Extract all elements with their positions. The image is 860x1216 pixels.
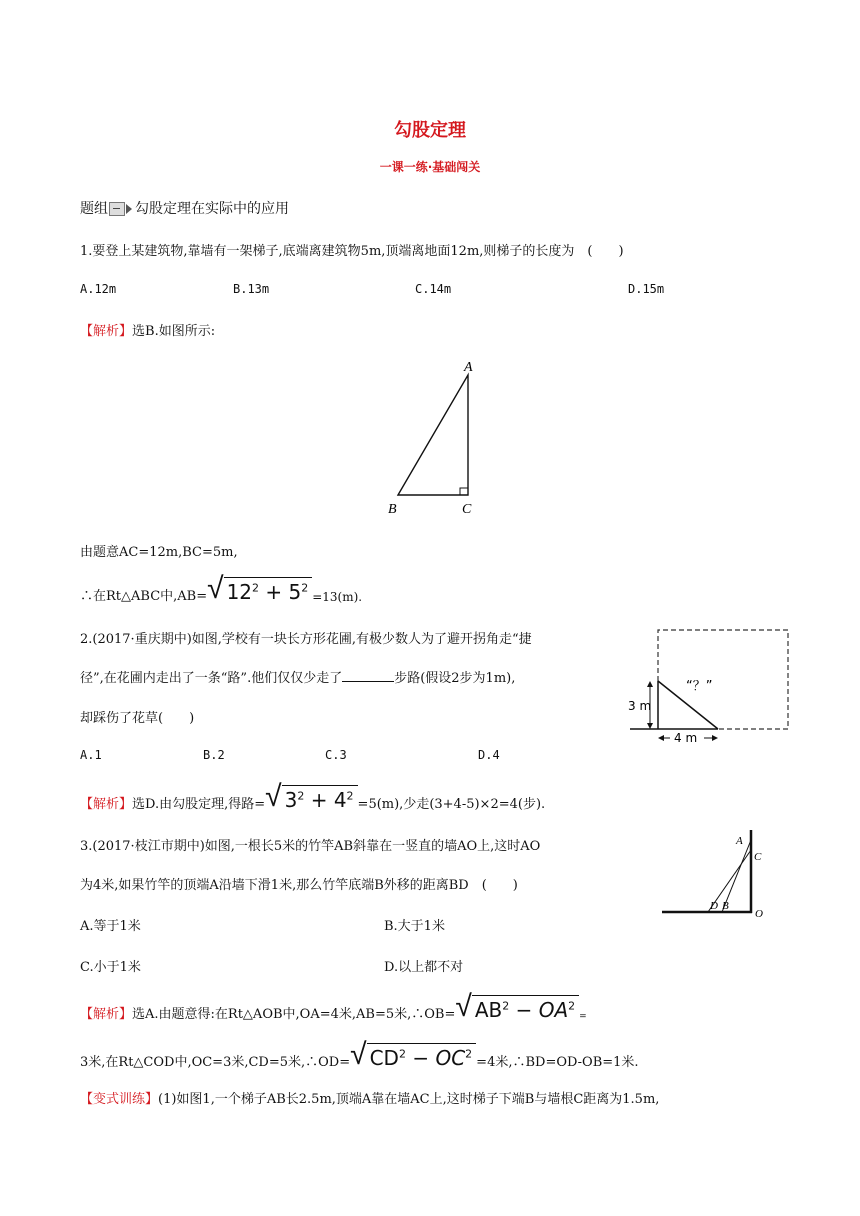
q1-line2-pre: ∴在Rt△ABC中,AB= bbox=[80, 589, 208, 604]
q3-option-a: A.等于1米 bbox=[80, 919, 141, 934]
q1-option-d: D.15m bbox=[628, 282, 665, 296]
label-b: B bbox=[388, 502, 397, 517]
group-prefix: 题组 bbox=[80, 201, 108, 217]
sqrt-expression bbox=[207, 571, 312, 606]
q2-line3: 却踩伤了花草( ) bbox=[80, 711, 195, 726]
group-label: 勾股定理在实际中的应用 bbox=[135, 201, 289, 217]
q3-analysis-line2 bbox=[80, 1032, 639, 1070]
q1-stem: 1.要登上某建筑物,靠墙有一架梯子,底端离建筑物5m,顶端离地面12m,则梯子的长度为 ( ) bbox=[80, 244, 624, 259]
label-d: D bbox=[710, 900, 718, 912]
q1-analysis-tag: 【解析】 bbox=[80, 324, 133, 339]
label-c: C bbox=[754, 851, 762, 863]
q2-option-d: D.4 bbox=[478, 748, 500, 762]
q2-garden-figure bbox=[626, 628, 796, 746]
q1-option-c: C.14m bbox=[415, 282, 452, 296]
q2-option-c: C.3 bbox=[325, 748, 347, 762]
q3-option-d: D.以上都不对 bbox=[384, 960, 464, 975]
q3-analysis1-pre: 选A.由题意得:在Rt△AOB中,OA=4米,AB=5米,∴OB= bbox=[132, 1007, 456, 1022]
label-a: A bbox=[464, 360, 473, 375]
play-arrow-icon bbox=[126, 204, 132, 214]
q2-option-a: A.1 bbox=[80, 748, 102, 762]
q2-line2-pre: 径”,在花圃内走出了一条“路”.他们仅仅少走了 bbox=[80, 671, 343, 686]
triangle-abc bbox=[398, 375, 468, 495]
sqrt-expression: √ $3^2 + 4^2$ bbox=[265, 782, 357, 812]
q1-line2 bbox=[80, 570, 362, 604]
label-a: A bbox=[736, 835, 743, 847]
path-label: “？” bbox=[686, 679, 713, 694]
sqrt-expression: √ $CD^2 - OC^2$ bbox=[350, 1040, 476, 1070]
q1-line1: 由题意AC=12m,BC=5m, bbox=[80, 545, 238, 560]
q3-analysis2-pre: 3米,在Rt△COD中,OC=3米,CD=5米,∴OD= bbox=[80, 1055, 351, 1070]
q3-line1: 3.(2017·枝江市期中)如图,一根长5米的竹竿AB斜靠在一竖直的墙AO上,这时AO bbox=[80, 839, 541, 854]
q1-analysis bbox=[80, 320, 215, 339]
q2-analysis bbox=[80, 776, 545, 812]
q1-option-b: B.13m bbox=[233, 282, 270, 296]
height-label: 3 m bbox=[628, 699, 652, 713]
radical-sign: √ bbox=[207, 571, 224, 606]
q1-triangle-figure bbox=[380, 355, 490, 520]
page-title: 勾股定理 bbox=[394, 120, 466, 141]
variant-training bbox=[80, 1088, 659, 1107]
garden-dashed-border bbox=[658, 630, 788, 729]
q2-option-b: B.2 bbox=[203, 748, 225, 762]
q3-analysis2-post: =4米,∴BD=OD-OB=1米. bbox=[476, 1055, 639, 1070]
q2-analysis-pre: 选D.由勾股定理,得路= bbox=[132, 797, 266, 812]
q1-line2-post: =13(m). bbox=[312, 590, 363, 604]
label-o: O bbox=[755, 908, 763, 920]
q2-analysis-post: =5(m),少走(3+4-5)×2=4(步). bbox=[357, 797, 546, 812]
q3-line2: 为4米,如果竹竿的顶端A沿墙下滑1米,那么竹竿底端B外移的距离BD ( ) bbox=[80, 878, 518, 893]
answer-blank[interactable] bbox=[342, 669, 394, 682]
group-box-icon bbox=[109, 202, 125, 216]
q3-option-b: B.大于1米 bbox=[384, 919, 445, 934]
q3-analysis-tag: 【解析】 bbox=[80, 1007, 133, 1022]
q1-analysis-text: 选B.如图所示: bbox=[132, 324, 216, 339]
q3-option-c: C.小于1米 bbox=[80, 960, 141, 975]
page-subtitle: 一课一练·基础闯关 bbox=[379, 160, 481, 174]
label-b: B bbox=[722, 900, 729, 912]
q3-analysis1-post: = bbox=[579, 1012, 587, 1022]
q2-line2 bbox=[80, 667, 515, 686]
q2-line2-post: 步路(假设2步为1m), bbox=[394, 671, 516, 686]
q3-analysis-line1 bbox=[80, 982, 587, 1022]
group-heading bbox=[80, 198, 289, 218]
sqrt-expression: √ $AB^2 - OA^2$ bbox=[455, 992, 579, 1022]
right-angle-mark bbox=[460, 488, 468, 495]
label-c: C bbox=[462, 502, 472, 517]
q1-option-a: A.12m bbox=[80, 282, 117, 296]
radicand: $12^2 + 5^2$ bbox=[224, 577, 313, 604]
variant-text: (1)如图1,一个梯子AB长2.5m,顶端A靠在墙AC上,这时梯子下端B与墙根C距离为1.5m, bbox=[158, 1092, 660, 1107]
q3-wall-figure bbox=[656, 828, 776, 920]
q2-analysis-tag: 【解析】 bbox=[80, 797, 133, 812]
q2-line1: 2.(2017·重庆期中)如图,学校有一块长方形花圃,有极少数人为了避开拐角走“捷 bbox=[80, 632, 532, 647]
width-label: 4 m bbox=[674, 731, 698, 745]
variant-tag: 【变式训练】 bbox=[80, 1092, 159, 1107]
